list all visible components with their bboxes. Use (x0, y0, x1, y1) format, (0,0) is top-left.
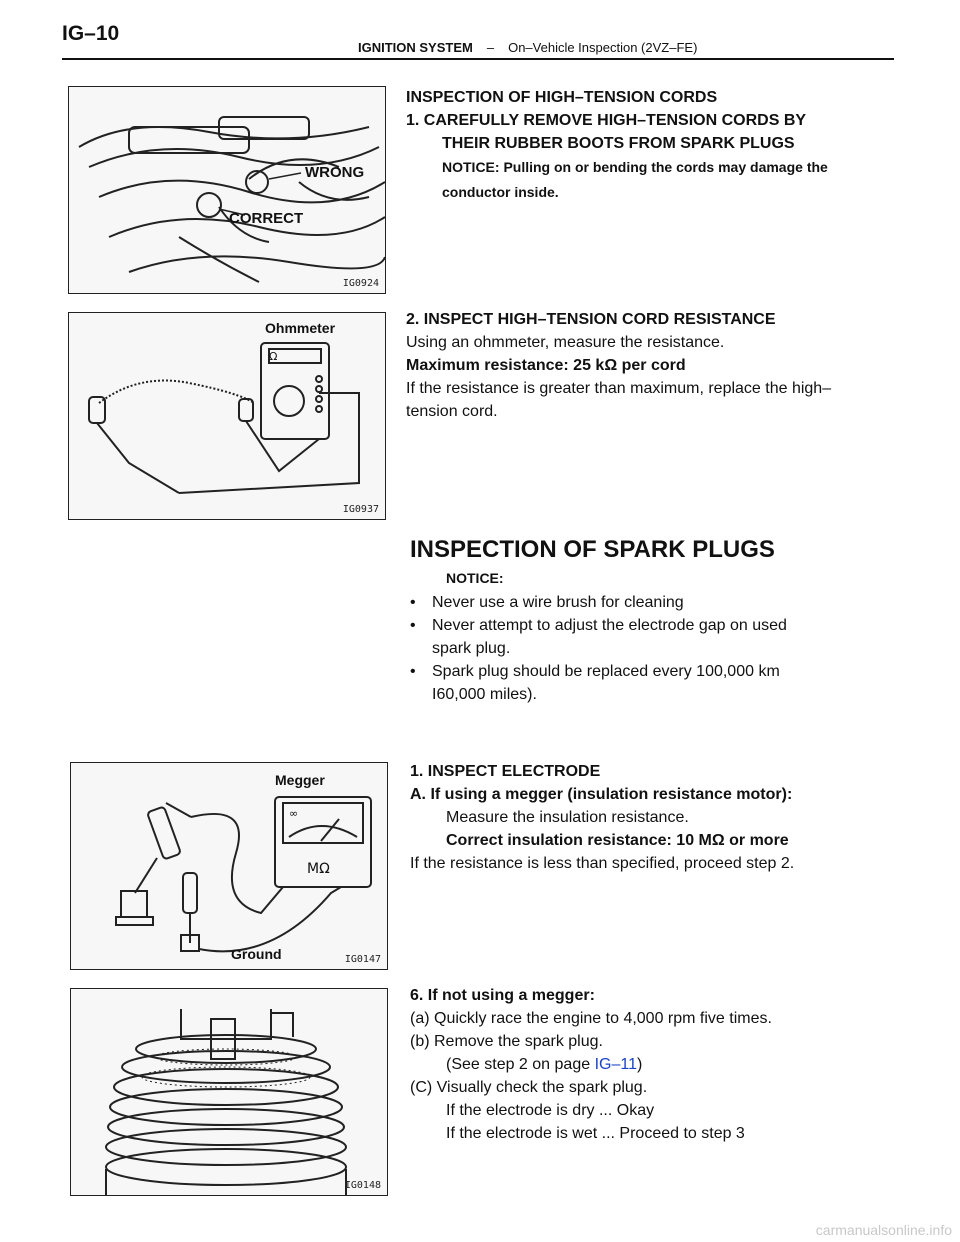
notice-text: NOTICE: Pulling on or bending the cords may damage the (442, 159, 828, 175)
header-rule (62, 58, 894, 60)
figure-ohmmeter-drawing (69, 313, 385, 519)
step-heading: 6. If not using a megger: (410, 987, 595, 1004)
figure-code: IG0937 (342, 504, 379, 515)
instruction-text: If the resistance is less than specified, proceed step 2. (410, 855, 795, 872)
figure-label-wrong: WRONG (305, 164, 365, 181)
sub-heading: A. If using a megger (insulation resistance motor): (410, 786, 793, 803)
section-cord-resistance (406, 308, 831, 423)
bullet-item: • Never use a wire brush for cleaning (410, 591, 787, 614)
section-no-megger (410, 984, 772, 1145)
figure-remove-cords-drawing (69, 87, 385, 293)
instruction-text: If the resistance is greater than maximum, replace the high– (406, 380, 832, 397)
figure-spark-plug-drawing (71, 989, 387, 1195)
step-heading: 1. CAREFULLY REMOVE HIGH–TENSION CORDS BY (406, 112, 807, 129)
result-dry: If the electrode is dry ... Okay (446, 1102, 655, 1119)
spec-text: Maximum resistance: 25 kΩ per cord (406, 357, 686, 374)
figure-label-ohmmeter: Ohmmeter (265, 320, 336, 336)
figure-label-ground: Ground (231, 946, 282, 962)
figure-label-correct: CORRECT (229, 210, 304, 227)
reference-suffix: ) (636, 1056, 643, 1073)
figure-megger-drawing (71, 763, 387, 969)
page-reference (410, 1053, 772, 1076)
dial-symbol: MΩ (307, 861, 330, 877)
header-subsection: On–Vehicle Inspection (2VZ–FE) (508, 40, 698, 55)
step-heading: 1. INSPECT ELECTRODE (410, 763, 601, 780)
figure-megger (70, 762, 388, 970)
section-inspection-plugs (410, 534, 787, 706)
result-wet: If the electrode is wet ... Proceed to step 3 (446, 1125, 745, 1142)
figure-ohmmeter (68, 312, 386, 520)
header-section: IGNITION SYSTEM (358, 40, 473, 55)
instruction-text: Measure the insulation resistance. (446, 809, 689, 826)
step-heading: 2. INSPECT HIGH–TENSION CORD RESISTANCE (406, 311, 776, 328)
figure-label-megger: Megger (275, 772, 325, 788)
bullet-item-cont: I60,000 miles). (432, 686, 537, 703)
instruction-text: (b) Remove the spark plug. (410, 1033, 603, 1050)
page-header (358, 40, 697, 55)
watermark-text: carmanualsonline.info (815, 1222, 952, 1238)
bullet-item: • Never attempt to adjust the electrode gap on used (410, 614, 787, 637)
header-separator: – (486, 40, 495, 55)
dial-infinity: ∞ (289, 807, 299, 820)
section-title: INSPECTION OF HIGH–TENSION CORDS (406, 89, 718, 106)
instruction-text: Using an ohmmeter, measure the resistance. (406, 334, 725, 351)
instruction-text-cont: tension cord. (406, 403, 498, 420)
section-inspection-cords (406, 86, 828, 205)
section-inspect-electrode (410, 760, 794, 875)
section-title: INSPECTION OF SPARK PLUGS (410, 536, 775, 563)
notice-text-cont: conductor inside. (442, 184, 559, 200)
figure-spark-plug (70, 988, 388, 1196)
bullet-item: • Spark plug should be replaced every 100,000 km (410, 660, 787, 683)
instruction-text: (a) Quickly race the engine to 4,000 rpm five times. (410, 1010, 772, 1027)
step-heading-cont: THEIR RUBBER BOOTS FROM SPARK PLUGS (442, 135, 795, 152)
watermark (720, 1202, 960, 1242)
figure-code: IG0148 (344, 1180, 381, 1191)
dial-symbol: Ω (269, 350, 278, 363)
reference-prefix: (See step 2 on page (446, 1056, 595, 1073)
figure-code: IG0147 (344, 954, 381, 965)
notice-label: NOTICE: (446, 570, 504, 586)
figure-remove-cords (68, 86, 386, 294)
page-number: IG–10 (62, 22, 120, 45)
instruction-text: (C) Visually check the spark plug. (410, 1079, 648, 1096)
bullet-item-cont: spark plug. (432, 640, 511, 657)
page-link-ig-11[interactable]: IG–11 (594, 1056, 637, 1073)
figure-code: IG0924 (342, 278, 379, 289)
spec-text: Correct insulation resistance: 10 MΩ or more (446, 832, 789, 849)
